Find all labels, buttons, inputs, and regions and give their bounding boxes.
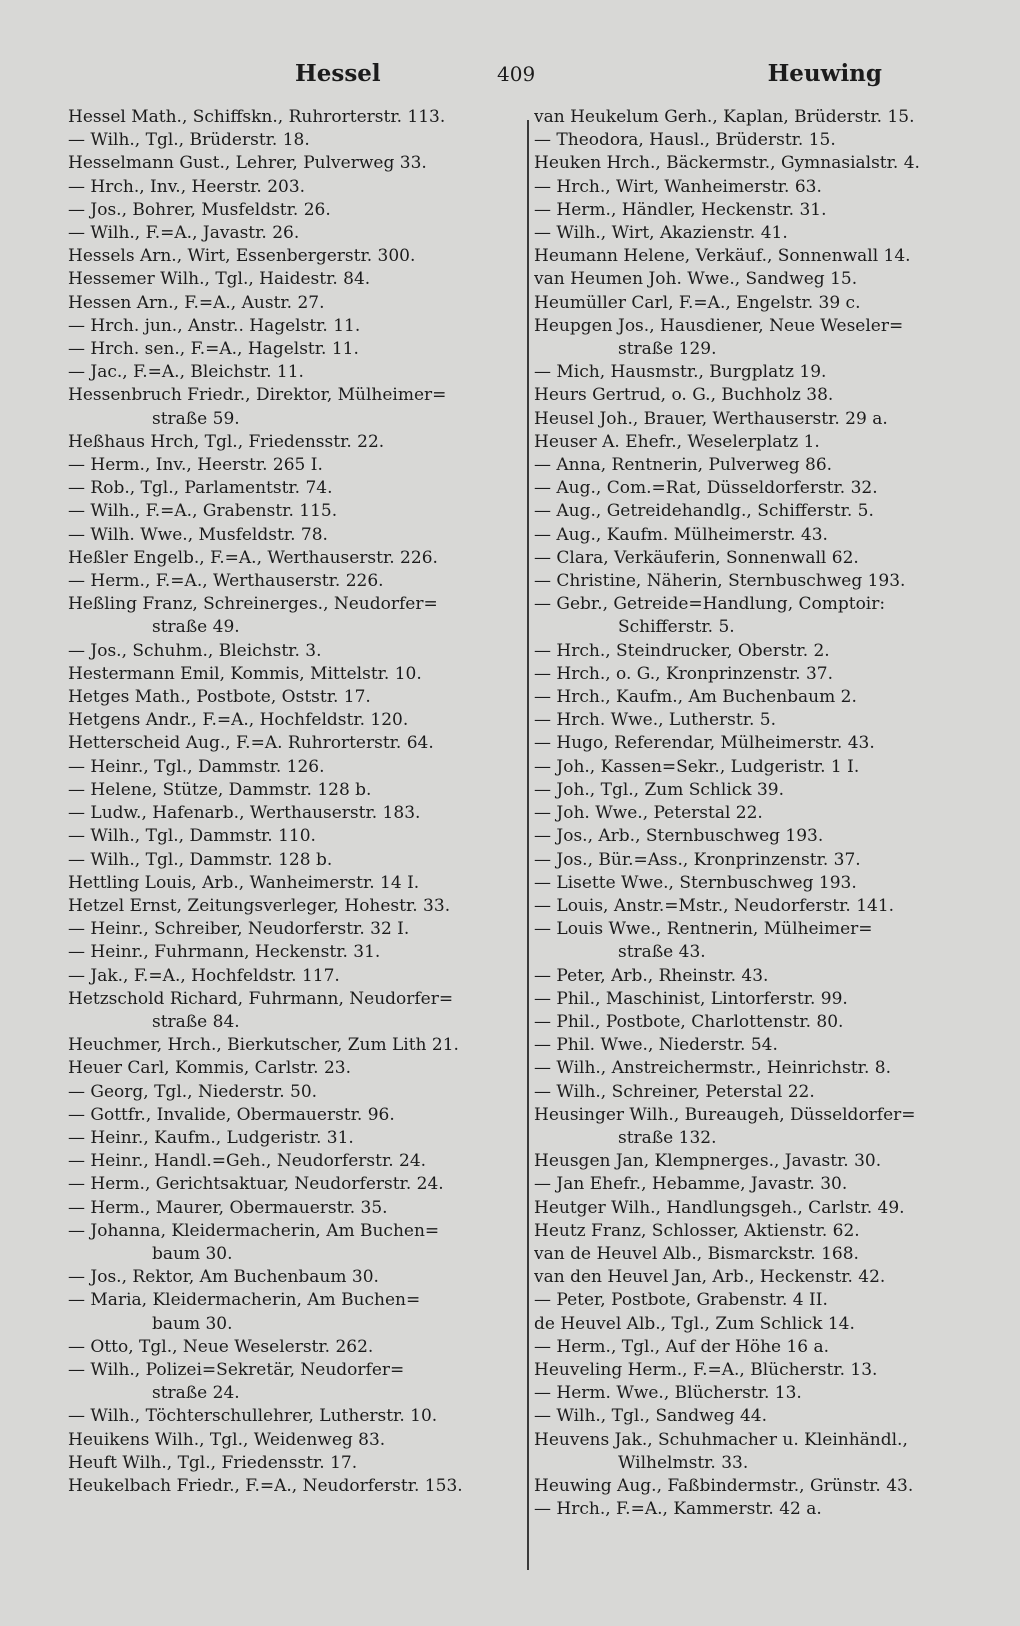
directory-entry-line: straße 132. xyxy=(618,1127,717,1148)
directory-entry-line: Hetges Math., Postbote, Oststr. 17. xyxy=(68,687,371,708)
directory-entry-line: — Hrch., o. G., Kronprinzenstr. 37. xyxy=(534,663,833,684)
directory-entry-line: — Hrch., Wirt, Wanheimerstr. 63. xyxy=(534,176,822,197)
left-column xyxy=(68,106,512,1498)
directory-entry-line: — Christine, Näherin, Sternbuschweg 193. xyxy=(534,571,906,592)
directory-entry-line: — Aug., Kaufm. Mülheimerstr. 43. xyxy=(534,524,828,545)
directory-entry-line: Schifferstr. 5. xyxy=(618,617,735,638)
directory-entry-line: Hesselmann Gust., Lehrer, Pulverweg 33. xyxy=(68,153,427,174)
directory-entry-line: Heutger Wilh., Handlungsgeh., Carlstr. 49. xyxy=(534,1197,905,1218)
directory-entry-line: Hessemer Wilh., Tgl., Haidestr. 84. xyxy=(68,269,371,290)
directory-entry-line: — Jos., Arb., Sternbuschweg 193. xyxy=(534,826,824,847)
directory-entry-line: — Wilh., F.=A., Grabenstr. 115. xyxy=(68,501,338,522)
directory-entry-line: — Herm., Tgl., Auf der Höhe 16 a. xyxy=(534,1336,830,1357)
directory-entry-line: — Heinr., Kaufm., Ludgeristr. 31. xyxy=(68,1127,354,1148)
directory-entry-line: Heuser A. Ehefr., Weselerplatz 1. xyxy=(534,431,820,452)
directory-entry-line: Heuwing Aug., Faßbindermstr., Grünstr. 43. xyxy=(534,1475,914,1496)
directory-entry-line: Heumüller Carl, F.=A., Engelstr. 39 c. xyxy=(534,292,861,313)
directory-entry-line: de Heuvel Alb., Tgl., Zum Schlick 14. xyxy=(534,1313,855,1334)
directory-entry-line: Heuchmer, Hrch., Bierkutscher, Zum Lith 21. xyxy=(68,1035,459,1056)
directory-entry-line: — Herm. Wwe., Blücherstr. 13. xyxy=(534,1383,802,1404)
directory-entry-line: straße 24. xyxy=(152,1383,240,1404)
directory-entry-line: Heuveling Herm., F.=A., Blücherstr. 13. xyxy=(534,1359,878,1380)
directory-entry-line: Hessen Arn., F.=A., Austr. 27. xyxy=(68,292,325,313)
directory-entry-line: — Wilh., Wirt, Akazienstr. 41. xyxy=(534,223,788,244)
directory-entry-line: — Heinr., Handl.=Geh., Neudorferstr. 24. xyxy=(68,1151,427,1172)
directory-entry-line: Heutz Franz, Schlosser, Aktienstr. 62. xyxy=(534,1220,860,1241)
directory-entry-line: Heusel Joh., Brauer, Werthauserstr. 29 a. xyxy=(534,408,888,429)
directory-entry-line: — Johanna, Kleidermacherin, Am Buchen= xyxy=(68,1220,440,1241)
directory-entry-line: Hetterscheid Aug., F.=A. Ruhrorterstr. 64. xyxy=(68,733,434,754)
directory-entry-line: — Maria, Kleidermacherin, Am Buchen= xyxy=(68,1290,421,1311)
directory-entry-line: — Lisette Wwe., Sternbuschweg 193. xyxy=(534,872,857,893)
directory-entry-line: — Jos., Bohrer, Musfeldstr. 26. xyxy=(68,199,331,220)
header-right-keyword: Heuwing xyxy=(767,60,882,87)
directory-entry-line: — Hrch., Steindrucker, Oberstr. 2. xyxy=(534,640,830,661)
directory-entry-line: Hettling Louis, Arb., Wanheimerstr. 14 I. xyxy=(68,872,420,893)
directory-entry-line: Heuft Wilh., Tgl., Friedensstr. 17. xyxy=(68,1452,358,1473)
directory-entry-line: Heumann Helene, Verkäuf., Sonnenwall 14. xyxy=(534,246,911,267)
directory-entry-line: — Georg, Tgl., Niederstr. 50. xyxy=(68,1081,318,1102)
directory-entry-line: Heusinger Wilh., Bureaugeh, Düsseldorfer= xyxy=(534,1104,916,1125)
directory-entry-line: Heukelbach Friedr., F.=A., Neudorferstr. 153. xyxy=(68,1475,463,1496)
directory-entry-line: Heßling Franz, Schreinerges., Neudorfer= xyxy=(68,594,438,615)
directory-entry-line: — Joh., Kassen=Sekr., Ludgeristr. 1 I. xyxy=(534,756,860,777)
directory-entry-line: — Joh. Wwe., Peterstal 22. xyxy=(534,803,763,824)
directory-entry-line: — Phil. Wwe., Niederstr. 54. xyxy=(534,1035,778,1056)
directory-entry-line: — Heinr., Fuhrmann, Heckenstr. 31. xyxy=(68,942,381,963)
directory-entry-line: Hessels Arn., Wirt, Essenbergerstr. 300. xyxy=(68,246,416,267)
page-number: 409 xyxy=(497,62,536,86)
directory-entry-line: — Helene, Stütze, Dammstr. 128 b. xyxy=(68,779,372,800)
directory-entry-line: Heuikens Wilh., Tgl., Weidenweg 83. xyxy=(68,1429,386,1450)
directory-entry-line: — Peter, Postbote, Grabenstr. 4 II. xyxy=(534,1290,828,1311)
directory-entry-line: — Heinr., Tgl., Dammstr. 126. xyxy=(68,756,325,777)
directory-entry-line: baum 30. xyxy=(152,1313,233,1334)
directory-entry-line: — Rob., Tgl., Parlamentstr. 74. xyxy=(68,478,333,499)
directory-entry-line: — Mich, Hausmstr., Burgplatz 19. xyxy=(534,362,827,383)
column-divider xyxy=(527,120,529,1570)
directory-entry-line: Heßler Engelb., F.=A., Werthauserstr. 226. xyxy=(68,547,438,568)
directory-entry-line: — Heinr., Schreiber, Neudorferstr. 32 I. xyxy=(68,919,410,940)
directory-entry-line: van de Heuvel Alb., Bismarckstr. 168. xyxy=(534,1243,859,1264)
directory-entry-line: — Herm., Inv., Heerstr. 265 I. xyxy=(68,455,323,476)
right-column xyxy=(534,106,970,1521)
directory-entry-line: van Heukelum Gerh., Kaplan, Brüderstr. 15. xyxy=(534,107,915,127)
directory-entry-line: — Aug., Getreidehandlg., Schifferstr. 5. xyxy=(534,501,874,522)
directory-entry-line: straße 129. xyxy=(618,339,717,360)
header-left-keyword: Hessel xyxy=(295,60,381,87)
directory-entry-line: Heusgen Jan, Klempnerges., Javastr. 30. xyxy=(534,1151,882,1172)
directory-entry-line: — Wilh., F.=A., Javastr. 26. xyxy=(68,223,300,244)
page-header xyxy=(70,60,950,92)
directory-entry-line: Heßhaus Hrch, Tgl., Friedensstr. 22. xyxy=(68,431,385,452)
directory-entry-line: — Jos., Schuhm., Bleichstr. 3. xyxy=(68,640,322,661)
directory-entry-line: — Clara, Verkäuferin, Sonnenwall 62. xyxy=(534,547,859,568)
directory-entry-line: — Gebr., Getreide=Handlung, Comptoir: xyxy=(534,594,886,615)
directory-entry-line: — Hugo, Referendar, Mülheimerstr. 43. xyxy=(534,733,875,754)
directory-entry-line: Wilhelmstr. 33. xyxy=(618,1452,749,1473)
directory-entry-line: — Hrch. sen., F.=A., Hagelstr. 11. xyxy=(68,339,359,360)
directory-entry-line: — Hrch., F.=A., Kammerstr. 42 a. xyxy=(534,1499,822,1520)
directory-entry-line: — Gottfr., Invalide, Obermauerstr. 96. xyxy=(68,1104,395,1125)
directory-entry-line: — Wilh., Tgl., Dammstr. 128 b. xyxy=(68,849,333,870)
directory-entry-line: — Hrch., Inv., Heerstr. 203. xyxy=(68,176,306,197)
directory-entry-line: — Jac., F.=A., Bleichstr. 11. xyxy=(68,362,304,383)
directory-entry-line: Heuken Hrch., Bäckermstr., Gymnasialstr. 4. xyxy=(534,153,920,174)
directory-entry-line: — Theodora, Hausl., Brüderstr. 15. xyxy=(534,130,836,151)
directory-entry-line: — Phil., Maschinist, Lintorferstr. 99. xyxy=(534,988,848,1009)
directory-entry-line: — Otto, Tgl., Neue Weselerstr. 262. xyxy=(68,1336,374,1357)
directory-entry-line: — Hrch. jun., Anstr.. Hagelstr. 11. xyxy=(68,315,361,336)
directory-entry-line: — Jos., Rektor, Am Buchenbaum 30. xyxy=(68,1267,379,1288)
directory-entry-line: Heupgen Jos., Hausdiener, Neue Weseler= xyxy=(534,315,904,336)
directory-entry-line: — Wilh. Wwe., Musfeldstr. 78. xyxy=(68,524,328,545)
directory-entry-line: — Aug., Com.=Rat, Düsseldorferstr. 32. xyxy=(534,478,878,499)
directory-entry-line: straße 84. xyxy=(152,1011,240,1032)
directory-entry-line: Heuvens Jak., Schuhmacher u. Kleinhändl., xyxy=(534,1429,908,1450)
directory-entry-line: straße 43. xyxy=(618,942,706,963)
directory-entry-line: — Louis, Anstr.=Mstr., Neudorferstr. 141. xyxy=(534,895,895,916)
directory-entry-line: — Wilh., Tgl., Sandweg 44. xyxy=(534,1406,768,1427)
directory-entry-line: — Wilh., Tgl., Dammstr. 110. xyxy=(68,826,316,847)
directory-entry-line: van Heumen Joh. Wwe., Sandweg 15. xyxy=(534,269,858,290)
directory-entry-line: — Wilh., Anstreichermstr., Heinrichstr. 8. xyxy=(534,1058,891,1079)
directory-entry-line: — Hrch. Wwe., Lutherstr. 5. xyxy=(534,710,776,731)
directory-entry-line: Hetzschold Richard, Fuhrmann, Neudorfer= xyxy=(68,988,454,1009)
directory-entry-line: — Wilh., Schreiner, Peterstal 22. xyxy=(534,1081,815,1102)
directory-entry-line: Hessel Math., Schiffskn., Ruhrorterstr. 113. xyxy=(68,107,446,127)
directory-entry-line: — Herm., Maurer, Obermauerstr. 35. xyxy=(68,1197,388,1218)
directory-entry-line: — Hrch., Kaufm., Am Buchenbaum 2. xyxy=(534,687,857,708)
directory-entry-line: Hetzel Ernst, Zeitungsverleger, Hohestr. 33. xyxy=(68,895,451,916)
directory-entry-line: straße 59. xyxy=(152,408,240,429)
directory-entry-line: — Ludw., Hafenarb., Werthauserstr. 183. xyxy=(68,803,421,824)
directory-entry-line: — Herm., F.=A., Werthauserstr. 226. xyxy=(68,571,384,592)
directory-entry-line: Hetgens Andr., F.=A., Hochfeldstr. 120. xyxy=(68,710,409,731)
directory-entry-line: — Phil., Postbote, Charlottenstr. 80. xyxy=(534,1011,844,1032)
directory-entry-line: Heurs Gertrud, o. G., Buchholz 38. xyxy=(534,385,834,406)
directory-entry-line: — Wilh., Tgl., Brüderstr. 18. xyxy=(68,130,310,151)
directory-entry-line: — Jak., F.=A., Hochfeldstr. 117. xyxy=(68,965,340,986)
directory-entry-line: — Jan Ehefr., Hebamme, Javastr. 30. xyxy=(534,1174,848,1195)
directory-entry-line: — Wilh., Töchterschullehrer, Lutherstr. 10. xyxy=(68,1406,438,1427)
directory-entry-line: baum 30. xyxy=(152,1243,233,1264)
directory-entry-line: van den Heuvel Jan, Arb., Heckenstr. 42. xyxy=(534,1267,886,1288)
directory-entry-line: — Peter, Arb., Rheinstr. 43. xyxy=(534,965,769,986)
directory-entry-line: straße 49. xyxy=(152,617,240,638)
directory-entry-line: Heuer Carl, Kommis, Carlstr. 23. xyxy=(68,1058,351,1079)
directory-entry-line: — Joh., Tgl., Zum Schlick 39. xyxy=(534,779,785,800)
directory-entry-line: — Herm., Gerichtsaktuar, Neudorferstr. 24. xyxy=(68,1174,444,1195)
directory-entry-line: — Wilh., Polizei=Sekretär, Neudorfer= xyxy=(68,1359,405,1380)
directory-entry-line: Hessenbruch Friedr., Direktor, Mülheimer= xyxy=(68,385,447,406)
directory-entry-line: — Anna, Rentnerin, Pulverweg 86. xyxy=(534,455,833,476)
directory-entry-line: Hestermann Emil, Kommis, Mittelstr. 10. xyxy=(68,663,422,684)
directory-entry-line: — Jos., Bür.=Ass., Kronprinzenstr. 37. xyxy=(534,849,861,870)
directory-entry-line: — Louis Wwe., Rentnerin, Mülheimer= xyxy=(534,919,873,940)
directory-entry-line: — Herm., Händler, Heckenstr. 31. xyxy=(534,199,827,220)
